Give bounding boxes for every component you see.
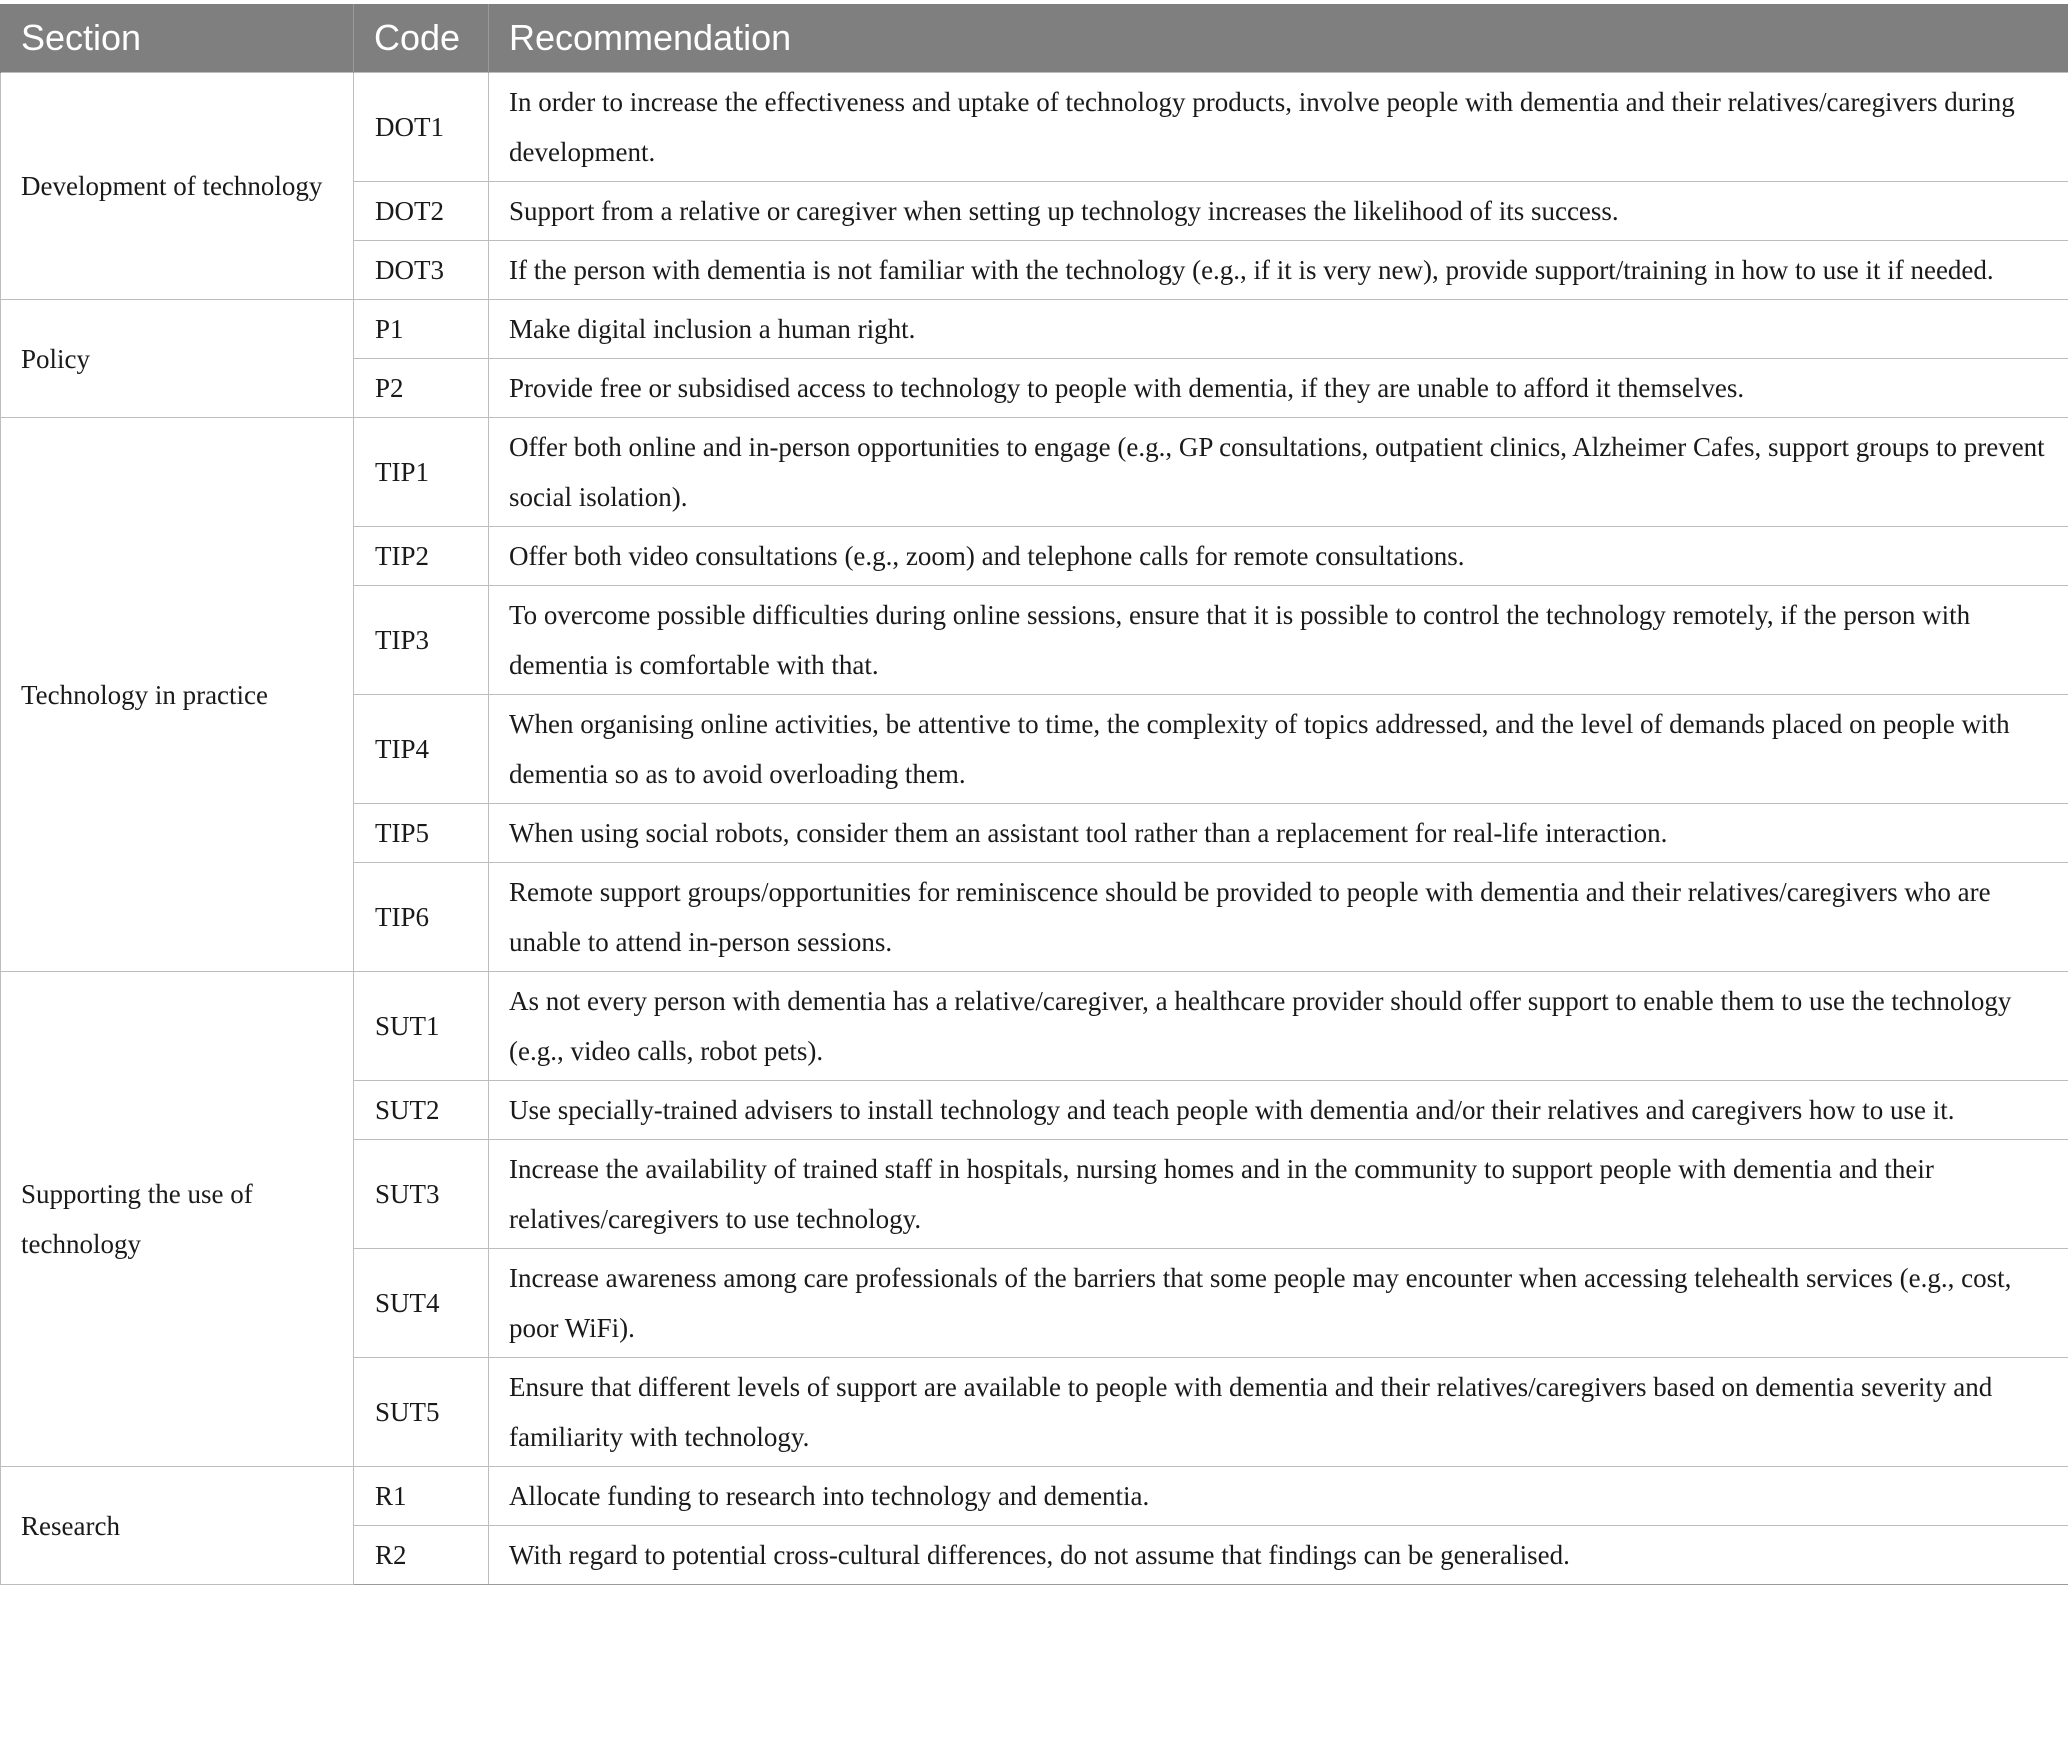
header-section: Section xyxy=(1,4,354,73)
code-cell: TIP6 xyxy=(354,863,489,972)
code-cell: R1 xyxy=(354,1467,489,1526)
code-cell: DOT1 xyxy=(354,73,489,182)
code-cell: SUT2 xyxy=(354,1081,489,1140)
header-recommendation: Recommendation xyxy=(489,4,2068,73)
recommendation-cell: With regard to potential cross-cultural differences, do not assume that findings can be generalised. xyxy=(489,1526,2068,1585)
section-cell: Development of technology xyxy=(1,73,354,300)
section-cell: Supporting the use of technology xyxy=(1,972,354,1467)
code-cell: TIP2 xyxy=(354,527,489,586)
recommendation-cell: Remote support groups/opportunities for reminiscence should be provided to people with dementia and their relatives/caregivers who are unable to attend in-person sessions. xyxy=(489,863,2068,972)
section-cell: Research xyxy=(1,1467,354,1585)
recommendation-cell: In order to increase the effectiveness and uptake of technology products, involve people with dementia and their relatives/caregivers during development. xyxy=(489,73,2068,182)
table-row xyxy=(1,1467,2068,1526)
recommendation-cell: Use specially-trained advisers to install technology and teach people with dementia and/or their relatives and caregivers how to use it. xyxy=(489,1081,2068,1140)
code-cell: SUT3 xyxy=(354,1140,489,1249)
code-cell: SUT5 xyxy=(354,1358,489,1467)
code-cell: TIP1 xyxy=(354,418,489,527)
recommendation-cell: Allocate funding to research into technology and dementia. xyxy=(489,1467,2068,1526)
recommendation-cell: Ensure that different levels of support are available to people with dementia and their relatives/caregivers based on dementia severity and familiarity with technology. xyxy=(489,1358,2068,1467)
table-body xyxy=(1,73,2068,1585)
recommendations-table xyxy=(0,4,2068,1585)
recommendation-cell: Offer both video consultations (e.g., zoom) and telephone calls for remote consultations. xyxy=(489,527,2068,586)
recommendation-cell: Provide free or subsidised access to technology to people with dementia, if they are unable to afford it themselves. xyxy=(489,359,2068,418)
code-cell: P2 xyxy=(354,359,489,418)
recommendation-cell: Increase the availability of trained staff in hospitals, nursing homes and in the community to support people with dementia and their relatives/caregivers to use technology. xyxy=(489,1140,2068,1249)
code-cell: TIP3 xyxy=(354,586,489,695)
recommendation-cell: As not every person with dementia has a relative/caregiver, a healthcare provider should offer support to enable them to use the technology (e.g., video calls, robot pets). xyxy=(489,972,2068,1081)
table-row xyxy=(1,300,2068,359)
header-row xyxy=(1,4,2068,73)
table-row xyxy=(1,972,2068,1081)
recommendation-cell: To overcome possible difficulties during online sessions, ensure that it is possible to control the technology remotely, if the person with dementia is comfortable with that. xyxy=(489,586,2068,695)
code-cell: R2 xyxy=(354,1526,489,1585)
code-cell: SUT4 xyxy=(354,1249,489,1358)
recommendation-cell: When using social robots, consider them an assistant tool rather than a replacement for real-life interaction. xyxy=(489,804,2068,863)
header-code: Code xyxy=(354,4,489,73)
recommendation-cell: Support from a relative or caregiver when setting up technology increases the likelihood of its success. xyxy=(489,182,2068,241)
section-cell: Policy xyxy=(1,300,354,418)
recommendation-cell: Make digital inclusion a human right. xyxy=(489,300,2068,359)
recommendation-cell: If the person with dementia is not familiar with the technology (e.g., if it is very new), provide support/training in how to use it if needed. xyxy=(489,241,2068,300)
code-cell: TIP5 xyxy=(354,804,489,863)
code-cell: DOT3 xyxy=(354,241,489,300)
code-cell: TIP4 xyxy=(354,695,489,804)
section-cell: Technology in practice xyxy=(1,418,354,972)
code-cell: SUT1 xyxy=(354,972,489,1081)
recommendation-cell: Offer both online and in-person opportunities to engage (e.g., GP consultations, outpatient clinics, Alzheimer Cafes, support groups to prevent social isolation). xyxy=(489,418,2068,527)
table-row xyxy=(1,418,2068,527)
recommendation-cell: When organising online activities, be attentive to time, the complexity of topics addressed, and the level of demands placed on people with dementia so as to avoid overloading them. xyxy=(489,695,2068,804)
code-cell: DOT2 xyxy=(354,182,489,241)
table-row xyxy=(1,73,2068,182)
recommendation-cell: Increase awareness among care professionals of the barriers that some people may encounter when accessing telehealth services (e.g., cost, poor WiFi). xyxy=(489,1249,2068,1358)
code-cell: P1 xyxy=(354,300,489,359)
